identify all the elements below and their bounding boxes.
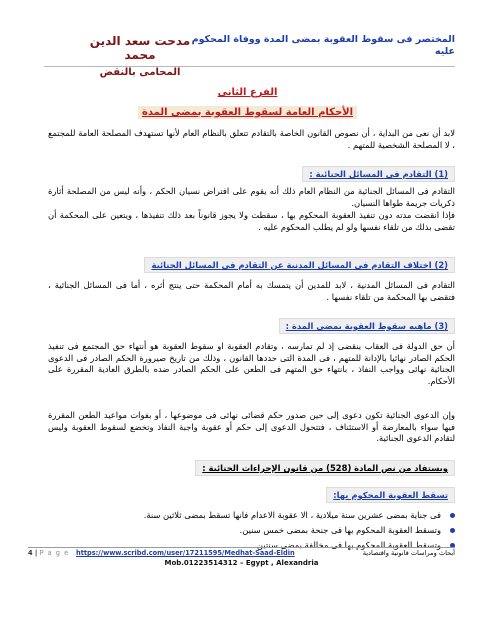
- section-heading-3: (3) ماهيه سقوط العقوبة بمضى المدة :: [279, 318, 455, 334]
- header-divider: [44, 66, 455, 67]
- section-3-paragraph-1: أن حق الدولة فى العقاب ينقضى إذ لم تمارسه ، وتقادم العقوبة او سقوط العقوبة هو أنتهاء حق المجتمع فى تنفيذ الحكم الصادر نهائيا بالإدانة للمتهم ، فى المدة التى حددها القانون ، وذلك من تاريخ صيرورة الحكم الصادر فى الدعوى الجنائية نهائى وواجب النفاذ ، بانتهاء حق المتهم فى الطعن على الحكم الصادر ضده بالطرق العادية المقررة على الأحكام.: [48, 341, 455, 386]
- list-item: [48, 508, 455, 523]
- footer-arabic-text: أبحاث ومراسات قانونية واقتصادية: [362, 549, 455, 557]
- page-footer: [28, 549, 455, 577]
- footer-contact: Mob.01223514312 – Egypt , Alexandria: [164, 559, 319, 567]
- bullet-icon: [450, 513, 455, 518]
- page-number-value: 4: [28, 549, 33, 557]
- section-heading-2: (2) اختلاف التقادم فى المسائل المدنية عن التقادم فى المسائل الجنائية: [144, 257, 455, 273]
- header-summary: المختصر فى سقوط العقوبة بمضى المدة ووفاة المحكوم عليه: [191, 34, 455, 57]
- author-name: مدحت سعد الدين محمد: [89, 34, 191, 62]
- section-1-paragraph-1: التقادم فى المسائل الجنائية من النظام العام ذلك أنه يقوم على افتراض نسيان الحكم ، وأنه ليس من المصلحة أثارة ذكريات جريمة طواها النسيان.: [48, 186, 455, 208]
- section-heading-1: (1) التقادم فى المسائل الجنائية :: [302, 166, 455, 182]
- section-2-paragraph-1: التقادم فى المسائل المدنية ، لابد للمدين أن يتمسك به أمام المحكمة حتى ينتج أثره ، أما فى المسائل الجنائية ، فتقضى بها المحكمة من تلقاء نفسها .: [48, 280, 455, 302]
- page-word: P a g e: [39, 549, 70, 557]
- bullet-icon: [450, 528, 455, 533]
- branch-title-row: [0, 80, 495, 99]
- branch-title: الفرع الثانى: [217, 87, 278, 98]
- main-title-row: [0, 100, 495, 119]
- list-item-text: وتسقط العقوبة المحكوم بها فى جنحة بمضى خمس سنين.: [239, 525, 441, 535]
- section-3-paragraph-2: وإن الدعوى الجنائية تكون دعوى إلى حين صدور حكم قضائى نهائى فى موضوعها ، أو بفوات مواعيد الطعن المقررة فيها سواء بالمعارضة أو الاستئناف ، فتتحول الدعوى إلى حكم أو عقوبة واجبة النفاذ وتخضع لسقوط العقوبة وليس لتقادم الدعوى الجنائية.: [48, 410, 455, 443]
- scribd-link[interactable]: https://www.scribd.com/user/17211595/Medhat-Saad-Eldin: [76, 549, 295, 557]
- main-title: الأحكام العامة لسقوط العقوبة بمضى المدة: [138, 106, 357, 119]
- intro-paragraph: لابد أن نعى من البداية ، أن نصوص القانون الخاصة بالتقادم تتعلق بالنظام العام لأنها تستهدف المصلحة العامة للمجتمع ، لا المصلحة الشخصية للمتهم .: [48, 128, 455, 150]
- page-number: 4 | P a g e: [28, 549, 70, 557]
- penalty-heading: تسقط العقوبة المحكوم بها:: [326, 487, 455, 503]
- author-title: المحامى بالنقض: [99, 67, 181, 78]
- page-header: [75, 34, 455, 78]
- list-item-text: وتسقط العقوبة المحكوم بها فى مخالفة بمضى سنتين.: [254, 540, 441, 550]
- footer-divider: [28, 547, 455, 548]
- list-item: [48, 523, 455, 538]
- section-1-paragraph-2: فإذا انقضت مدته دون تنفيذ العقوبة المحكوم بها ، سقطت ولا يجوز قانوناً بعد ذلك تنفيذها ، ويتعين على المحكمة أن تقضى بذلك من تلقاء نفسها ولو لم يطلب المحكوم عليه .: [48, 210, 455, 232]
- list-item-text: فى جناية بمضى عشرين سنة ميلادية ، الا عقوبة الاعدام فانها تسقط بمضى ثلاثين سنة.: [143, 510, 441, 520]
- author-block: [75, 34, 205, 79]
- law-article-heading: ويستفاد من نص المادة (528) من قانون الإجراءات الجنائية :: [195, 460, 455, 476]
